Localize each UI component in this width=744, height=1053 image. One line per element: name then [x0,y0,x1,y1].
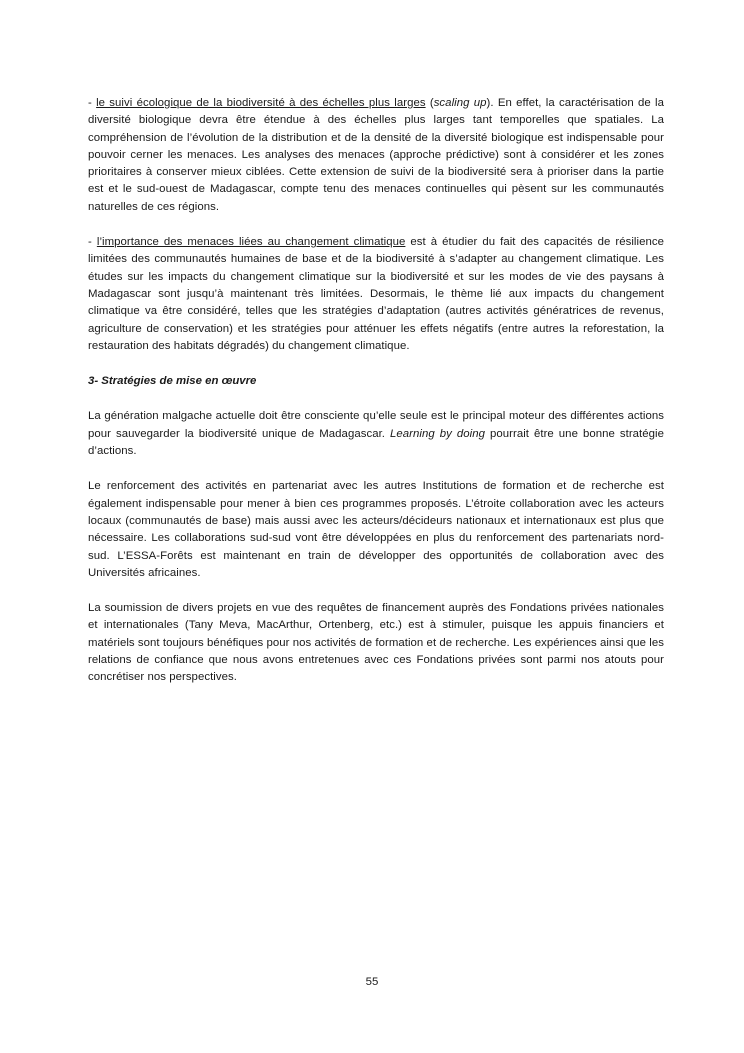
paragraph-ecological-monitoring [88,95,664,216]
document-page [88,95,664,705]
bullet-dash: - [88,97,97,109]
paragraph-generation [88,408,664,460]
italic-term: scaling up [433,97,487,109]
paragraph-climate-change [88,234,664,355]
paragraph-body: est à étudier du fait des capacités de résilience limitées des communautés humaines de base et de la biodiversité à s’adapter au changement climatique. Les études sur les impacts du changement climatique sur la biodiversité et sur les modes de vie des paysans à Madagascar sont jusqu’à maintenant très limitées. Desormais, le thème lié aux impacts du changement climatique va être considéré, telles que les stratégies d’adaptation (autres activités génératrices de revenus, agriculture de conservation) et les stratégies pour atténuer les effets négatifs (entre autres la reforestation, la restauration des habitats dégradés) du changement climatique. [88,236,664,352]
bullet-dash: - [88,236,97,249]
underlined-topic: l’importance des menaces liées au changement climatique [96,236,406,249]
paragraph-funding: La soumission de divers projets en vue des requêtes de financement auprès des Fondations privées nationales et internationales (Tany Meva, MacArthur, Ortenberg, etc.) est à stimuler, puisque les appuis financiers et matériels sont toujours bénéfiques pour nos activités de formation et de recherche. Les expériences ainsi que les relations de confiance que nous avons entretenues avec ces Fondations privées sont parmi nos atouts pour concrétiser nos perspectives. [88,602,664,684]
underlined-topic: le suivi écologique de la biodiversité à des échelles plus larges [96,97,426,109]
section-heading: 3- Stratégies de mise en œuvre [88,375,257,388]
paragraph-body: ). En effet, la caractérisation de la diversité biologique devra être étendue à des échelles plus larges tant temporelles que spatiales. La compréhension de l’évolution de la distribution et de la densité de la diversité biologique est indispensable pour pouvoir cerner les menaces. Les analyses des menaces (approche prédictive) sont à considérer et les zones prioritaires à conserver mieux ciblées. Cette extension de suivi de la biodiversité sera à prioriser dans la partie est et le sud-ouest de Madagascar, compte tenu des menaces continuelles qui pèsent sur les communautés naturelles de ces régions. [88,97,665,213]
paragraph-body: pourrait être une bonne stratégie d’actions. [88,427,664,458]
paragraph-partnership: Le renforcement des activités en partenariat avec les autres Institutions de formation et de recherche est également indispensable pour mener à bien ces programmes proposés. L’étroite collaboration avec les acteurs locaux (communautés de base) mais aussi avec les acteurs/décideurs nationaux et internationaux est plus que nécessaire. Les collaborations sud-sud vont être développées en plus du renforcement des partenariats nord-sud. L’ESSA-Forêts est maintenant en train de développer des opportunités de collaboration avec des Universités africaines. [88,480,664,579]
page-number: 55 [365,976,379,988]
italic-term: Learning by doing [390,427,485,440]
paragraph-body: La génération malgache actuelle doit être consciente qu’elle seule est le principal moteur des différentes actions pour sauvegarder la biodiversité unique de Madagascar. [88,410,664,440]
text-fragment: ( [425,97,434,109]
